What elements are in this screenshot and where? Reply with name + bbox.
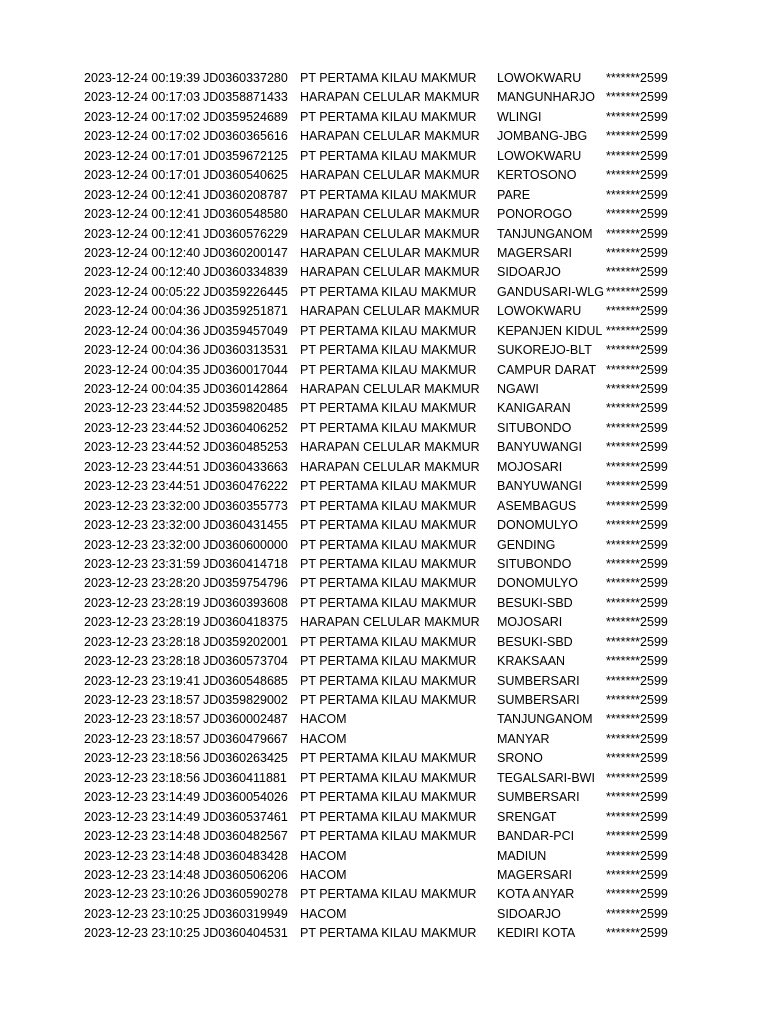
masked-number-cell: *******2599 — [606, 615, 668, 630]
transaction-id-cell: JD0359829002 — [203, 693, 288, 707]
datetime-cell: 2023-12-23 23:10:25 — [84, 926, 201, 941]
masked-number-cell: *******2599 — [606, 556, 668, 571]
company-cell: PT PERTAMA KILAU MAKMUR — [300, 595, 477, 610]
location-cell: LOWOKWARU — [497, 148, 582, 163]
masked-number-cell: *******2599 — [606, 401, 668, 416]
company-cell: PT PERTAMA KILAU MAKMUR — [300, 926, 477, 941]
datetime-cell: 2023-12-24 00:12:40 — [84, 245, 201, 260]
masked-number-cell: *******2599 — [606, 673, 668, 688]
datetime-cell: 2023-12-23 23:44:52 — [84, 440, 201, 455]
datetime-cell: 2023-12-23 23:18:56 — [84, 751, 201, 766]
company-cell: HARAPAN CELULAR MAKMUR — [300, 440, 480, 455]
company-cell: PT PERTAMA KILAU MAKMUR — [300, 401, 477, 416]
masked-number-cell: *******2599 — [606, 382, 668, 396]
masked-number-cell: *******2599 — [606, 187, 668, 202]
datetime-cell: 2023-12-23 23:44:52 — [84, 401, 201, 416]
masked-number-cell: *******2599 — [606, 245, 668, 260]
table-row — [0, 536, 768, 555]
transaction-id-cell: JD0360411881 — [203, 770, 287, 785]
datetime-cell: 2023-12-24 00:17:03 — [84, 90, 201, 105]
table-row — [0, 633, 768, 652]
masked-number-cell: *******2599 — [606, 109, 668, 124]
masked-number-cell: *******2599 — [606, 498, 668, 513]
datetime-cell: 2023-12-23 23:32:00 — [84, 537, 201, 552]
table-row — [0, 458, 768, 477]
transaction-id-cell: JD0360485253 — [203, 440, 288, 455]
transaction-id-cell: JD0359226445 — [203, 284, 288, 299]
masked-number-cell: *******2599 — [606, 71, 668, 85]
datetime-cell: 2023-12-23 23:18:57 — [84, 712, 201, 727]
company-cell: HACOM — [300, 906, 347, 921]
datetime-cell: 2023-12-24 00:12:41 — [84, 187, 201, 202]
masked-number-cell: *******2599 — [606, 90, 668, 105]
location-cell: WLINGI — [497, 109, 542, 124]
transaction-id-cell: JD0360404531 — [203, 926, 288, 941]
location-cell: GANDUSARI-WLG — [497, 284, 604, 299]
masked-number-cell: *******2599 — [606, 304, 668, 319]
datetime-cell: 2023-12-23 23:28:18 — [84, 634, 201, 649]
company-cell: PT PERTAMA KILAU MAKMUR — [300, 148, 477, 163]
masked-number-cell: *******2599 — [606, 420, 668, 435]
masked-number-cell: *******2599 — [606, 595, 668, 610]
company-cell: PT PERTAMA KILAU MAKMUR — [300, 556, 477, 571]
datetime-cell: 2023-12-24 00:17:01 — [84, 148, 201, 163]
datetime-cell: 2023-12-23 23:28:19 — [84, 595, 201, 610]
masked-number-cell: *******2599 — [606, 479, 668, 494]
masked-number-cell: *******2599 — [606, 887, 668, 902]
company-cell: PT PERTAMA KILAU MAKMUR — [300, 751, 477, 766]
company-cell: PT PERTAMA KILAU MAKMUR — [300, 420, 477, 435]
company-cell: PT PERTAMA KILAU MAKMUR — [300, 654, 477, 669]
masked-number-cell: *******2599 — [606, 790, 668, 805]
location-cell: CAMPUR DARAT — [497, 362, 597, 377]
table-row — [0, 322, 768, 341]
company-cell: PT PERTAMA KILAU MAKMUR — [300, 284, 477, 299]
company-cell: HARAPAN CELULAR MAKMUR — [300, 245, 480, 260]
masked-number-cell: *******2599 — [606, 129, 668, 144]
datetime-cell: 2023-12-23 23:18:57 — [84, 731, 201, 746]
datetime-cell: 2023-12-23 23:10:25 — [84, 906, 201, 921]
location-cell: TANJUNGANOM — [497, 712, 593, 727]
datetime-cell: 2023-12-23 23:44:52 — [84, 420, 201, 435]
company-cell: HARAPAN CELULAR MAKMUR — [300, 226, 480, 241]
location-cell: TANJUNGANOM — [497, 226, 593, 241]
table-row — [0, 341, 768, 360]
datetime-cell: 2023-12-23 23:28:20 — [84, 576, 201, 591]
masked-number-cell: *******2599 — [606, 926, 668, 941]
location-cell: MANGUNHARJO — [497, 90, 595, 105]
company-cell: HACOM — [300, 848, 347, 863]
masked-number-cell: *******2599 — [606, 906, 668, 921]
masked-number-cell: *******2599 — [606, 576, 668, 591]
table-row — [0, 419, 768, 438]
location-cell: SITUBONDO — [497, 420, 572, 435]
location-cell: DONOMULYO — [497, 518, 579, 533]
table-row — [0, 127, 768, 146]
transaction-id-cell: JD0360365616 — [203, 129, 288, 144]
location-cell: NGAWI — [497, 382, 539, 396]
masked-number-cell: *******2599 — [606, 226, 668, 241]
location-cell: SRONO — [497, 751, 543, 766]
company-cell: PT PERTAMA KILAU MAKMUR — [300, 479, 477, 494]
transaction-id-cell: JD0360433663 — [203, 459, 288, 474]
location-cell: SRENGAT — [497, 809, 557, 824]
table-row — [0, 438, 768, 457]
masked-number-cell: *******2599 — [606, 362, 668, 377]
company-cell: HARAPAN CELULAR MAKMUR — [300, 459, 480, 474]
masked-number-cell: *******2599 — [606, 168, 668, 183]
company-cell: PT PERTAMA KILAU MAKMUR — [300, 362, 477, 377]
table-row — [0, 555, 768, 574]
datetime-cell: 2023-12-23 23:18:57 — [84, 693, 201, 707]
datetime-cell: 2023-12-24 00:19:39 — [84, 71, 201, 85]
datetime-cell: 2023-12-24 00:05:22 — [84, 284, 201, 299]
transaction-id-cell: JD0360313531 — [203, 343, 288, 358]
location-cell: MOJOSARI — [497, 615, 563, 630]
transaction-id-cell: JD0360479667 — [203, 731, 288, 746]
transaction-id-cell: JD0360002487 — [203, 712, 288, 727]
transaction-id-cell: JD0360418375 — [203, 615, 288, 630]
table-row — [0, 866, 768, 885]
transaction-id-cell: JD0360431455 — [203, 518, 288, 533]
location-cell: KRAKSAAN — [497, 654, 566, 669]
location-cell: GENDING — [497, 537, 556, 552]
table-row — [0, 749, 768, 768]
company-cell: PT PERTAMA KILAU MAKMUR — [300, 790, 477, 805]
transaction-id-cell: JD0360393608 — [203, 595, 288, 610]
company-cell: HARAPAN CELULAR MAKMUR — [300, 90, 480, 105]
datetime-cell: 2023-12-24 00:04:36 — [84, 304, 201, 319]
transaction-id-cell: JD0360142864 — [203, 382, 288, 396]
datetime-cell: 2023-12-23 23:31:59 — [84, 556, 201, 571]
table-row — [0, 263, 768, 282]
location-cell: BESUKI-SBD — [497, 634, 573, 649]
datetime-cell: 2023-12-23 23:28:18 — [84, 654, 201, 669]
table-row — [0, 88, 768, 107]
table-row — [0, 497, 768, 516]
location-cell: KERTOSONO — [497, 168, 577, 183]
transaction-id-cell: JD0358871433 — [203, 90, 288, 105]
masked-number-cell: *******2599 — [606, 809, 668, 824]
company-cell: PT PERTAMA KILAU MAKMUR — [300, 673, 477, 688]
location-cell: MADIUN — [497, 848, 547, 863]
company-cell: PT PERTAMA KILAU MAKMUR — [300, 693, 477, 707]
table-row — [0, 730, 768, 749]
masked-number-cell: *******2599 — [606, 265, 668, 280]
table-row — [0, 808, 768, 827]
masked-number-cell: *******2599 — [606, 207, 668, 222]
datetime-cell: 2023-12-23 23:14:49 — [84, 809, 201, 824]
datetime-cell: 2023-12-24 00:17:01 — [84, 168, 201, 183]
transaction-id-cell: JD0360506206 — [203, 867, 288, 882]
transaction-id-cell: JD0360337280 — [203, 71, 288, 85]
datetime-cell: 2023-12-24 00:04:35 — [84, 362, 201, 377]
location-cell: MANYAR — [497, 731, 550, 746]
table-row — [0, 652, 768, 671]
table-row — [0, 594, 768, 613]
table-row — [0, 847, 768, 866]
location-cell: SIDOARJO — [497, 906, 561, 921]
datetime-cell: 2023-12-23 23:28:19 — [84, 615, 201, 630]
company-cell: HACOM — [300, 712, 347, 727]
transaction-id-cell: JD0360414718 — [203, 556, 288, 571]
company-cell: PT PERTAMA KILAU MAKMUR — [300, 323, 477, 338]
transaction-id-cell: JD0359754796 — [203, 576, 288, 591]
datetime-cell: 2023-12-23 23:14:48 — [84, 867, 201, 882]
table-row — [0, 186, 768, 205]
datetime-cell: 2023-12-24 00:17:02 — [84, 109, 201, 124]
transaction-id-cell: JD0360482567 — [203, 829, 288, 844]
transaction-id-cell: JD0360590278 — [203, 887, 288, 902]
company-cell: PT PERTAMA KILAU MAKMUR — [300, 537, 477, 552]
company-cell: PT PERTAMA KILAU MAKMUR — [300, 887, 477, 902]
location-cell: MOJOSARI — [497, 459, 563, 474]
table-row — [0, 244, 768, 263]
location-cell: KEPANJEN KIDUL — [497, 323, 603, 338]
masked-number-cell: *******2599 — [606, 770, 668, 785]
location-cell: PARE — [497, 187, 531, 202]
location-cell: SUMBERSARI — [497, 673, 580, 688]
transaction-id-cell: JD0359524689 — [203, 109, 288, 124]
transaction-id-cell: JD0360263425 — [203, 751, 288, 766]
location-cell: ASEMBAGUS — [497, 498, 577, 513]
masked-number-cell: *******2599 — [606, 148, 668, 163]
transaction-id-cell: JD0360054026 — [203, 790, 288, 805]
transaction-id-cell: JD0360017044 — [203, 362, 288, 377]
transaction-id-cell: JD0359251871 — [203, 304, 288, 319]
company-cell: HARAPAN CELULAR MAKMUR — [300, 304, 480, 319]
table-row — [0, 691, 768, 710]
datetime-cell: 2023-12-23 23:44:51 — [84, 459, 201, 474]
transaction-id-cell: JD0359672125 — [203, 148, 288, 163]
datetime-cell: 2023-12-24 00:12:40 — [84, 265, 201, 280]
masked-number-cell: *******2599 — [606, 654, 668, 669]
masked-number-cell: *******2599 — [606, 343, 668, 358]
table-row — [0, 399, 768, 418]
location-cell: BANYUWANGI — [497, 479, 582, 494]
table-row — [0, 788, 768, 807]
transaction-id-cell: JD0360476222 — [203, 479, 288, 494]
company-cell: PT PERTAMA KILAU MAKMUR — [300, 770, 477, 785]
company-cell: HARAPAN CELULAR MAKMUR — [300, 382, 480, 396]
table-row — [0, 574, 768, 593]
location-cell: PONOROGO — [497, 207, 573, 222]
company-cell: PT PERTAMA KILAU MAKMUR — [300, 809, 477, 824]
location-cell: JOMBANG-JBG — [497, 129, 588, 144]
transaction-id-cell: JD0359202001 — [203, 634, 288, 649]
transaction-id-cell: JD0360200147 — [203, 245, 288, 260]
datetime-cell: 2023-12-24 00:04:36 — [84, 343, 201, 358]
table-row — [0, 672, 768, 691]
table-row — [0, 769, 768, 788]
company-cell: PT PERTAMA KILAU MAKMUR — [300, 71, 477, 85]
transaction-id-cell: JD0360540625 — [203, 168, 288, 183]
transaction-id-cell: JD0359820485 — [203, 401, 288, 416]
datetime-cell: 2023-12-23 23:10:26 — [84, 887, 201, 902]
transaction-id-cell: JD0360573704 — [203, 654, 288, 669]
location-cell: LOWOKWARU — [497, 71, 582, 85]
company-cell: HARAPAN CELULAR MAKMUR — [300, 615, 480, 630]
location-cell: MAGERSARI — [497, 245, 573, 260]
table-row — [0, 361, 768, 380]
location-cell: TEGALSARI-BWI — [497, 770, 595, 785]
table-row — [0, 885, 768, 904]
location-cell: KEDIRI KOTA — [497, 926, 576, 941]
table-row — [0, 905, 768, 924]
location-cell: KOTA ANYAR — [497, 887, 575, 902]
masked-number-cell: *******2599 — [606, 537, 668, 552]
company-cell: HARAPAN CELULAR MAKMUR — [300, 265, 480, 280]
company-cell: PT PERTAMA KILAU MAKMUR — [300, 343, 477, 358]
transaction-id-cell: JD0360537461 — [203, 809, 288, 824]
location-cell: LOWOKWARU — [497, 304, 582, 319]
masked-number-cell: *******2599 — [606, 712, 668, 727]
transaction-id-cell: JD0360319949 — [203, 906, 288, 921]
masked-number-cell: *******2599 — [606, 440, 668, 455]
datetime-cell: 2023-12-23 23:32:00 — [84, 518, 201, 533]
location-cell: SUMBERSARI — [497, 693, 580, 707]
table-row — [0, 302, 768, 321]
transaction-id-cell: JD0360355773 — [203, 498, 288, 513]
masked-number-cell: *******2599 — [606, 518, 668, 533]
transaction-id-cell: JD0360483428 — [203, 848, 288, 863]
table-row — [0, 69, 768, 88]
location-cell: KANIGARAN — [497, 401, 571, 416]
transaction-id-cell: JD0359457049 — [203, 323, 288, 338]
datetime-cell: 2023-12-23 23:14:49 — [84, 790, 201, 805]
datetime-cell: 2023-12-23 23:14:48 — [84, 829, 201, 844]
datetime-cell: 2023-12-24 00:17:02 — [84, 129, 201, 144]
masked-number-cell: *******2599 — [606, 634, 668, 649]
location-cell: SUKOREJO-BLT — [497, 343, 592, 358]
transaction-id-cell: JD0360600000 — [203, 537, 288, 552]
table-row — [0, 147, 768, 166]
company-cell: HARAPAN CELULAR MAKMUR — [300, 168, 480, 183]
datetime-cell: 2023-12-24 00:04:35 — [84, 382, 201, 396]
company-cell: PT PERTAMA KILAU MAKMUR — [300, 187, 477, 202]
location-cell: BANYUWANGI — [497, 440, 582, 455]
datetime-cell: 2023-12-24 00:12:41 — [84, 207, 201, 222]
table-row — [0, 166, 768, 185]
masked-number-cell: *******2599 — [606, 284, 668, 299]
table-row — [0, 924, 768, 943]
table-row — [0, 380, 768, 399]
datetime-cell: 2023-12-24 00:04:36 — [84, 323, 201, 338]
datetime-cell: 2023-12-23 23:14:48 — [84, 848, 201, 863]
masked-number-cell: *******2599 — [606, 731, 668, 746]
table-row — [0, 205, 768, 224]
company-cell: PT PERTAMA KILAU MAKMUR — [300, 109, 477, 124]
transaction-table — [0, 69, 768, 949]
company-cell: HARAPAN CELULAR MAKMUR — [300, 207, 480, 222]
transaction-id-cell: JD0360548580 — [203, 207, 288, 222]
masked-number-cell: *******2599 — [606, 829, 668, 844]
location-cell: SITUBONDO — [497, 556, 572, 571]
company-cell: HACOM — [300, 731, 347, 746]
transaction-id-cell: JD0360208787 — [203, 187, 288, 202]
datetime-cell: 2023-12-23 23:44:51 — [84, 479, 201, 494]
masked-number-cell: *******2599 — [606, 459, 668, 474]
table-row — [0, 477, 768, 496]
table-row — [0, 516, 768, 535]
masked-number-cell: *******2599 — [606, 693, 668, 707]
masked-number-cell: *******2599 — [606, 848, 668, 863]
masked-number-cell: *******2599 — [606, 751, 668, 766]
datetime-cell: 2023-12-23 23:18:56 — [84, 770, 201, 785]
datetime-cell: 2023-12-23 23:19:41 — [84, 673, 201, 688]
transaction-id-cell: JD0360334839 — [203, 265, 288, 280]
location-cell: SUMBERSARI — [497, 790, 580, 805]
company-cell: HARAPAN CELULAR MAKMUR — [300, 129, 480, 144]
table-row — [0, 283, 768, 302]
transaction-id-cell: JD0360548685 — [203, 673, 288, 688]
table-row — [0, 613, 768, 632]
company-cell: HACOM — [300, 867, 347, 882]
location-cell: DONOMULYO — [497, 576, 579, 591]
transaction-id-cell: JD0360576229 — [203, 226, 288, 241]
location-cell: BESUKI-SBD — [497, 595, 573, 610]
datetime-cell: 2023-12-23 23:32:00 — [84, 498, 201, 513]
masked-number-cell: *******2599 — [606, 323, 668, 338]
masked-number-cell: *******2599 — [606, 867, 668, 882]
table-row — [0, 225, 768, 244]
datetime-cell: 2023-12-24 00:12:41 — [84, 226, 201, 241]
company-cell: PT PERTAMA KILAU MAKMUR — [300, 518, 477, 533]
table-row — [0, 827, 768, 846]
table-row — [0, 710, 768, 729]
table-row — [0, 108, 768, 127]
company-cell: PT PERTAMA KILAU MAKMUR — [300, 634, 477, 649]
location-cell: SIDOARJO — [497, 265, 561, 280]
transaction-id-cell: JD0360406252 — [203, 420, 288, 435]
location-cell: BANDAR-PCI — [497, 829, 575, 844]
company-cell: PT PERTAMA KILAU MAKMUR — [300, 829, 477, 844]
company-cell: PT PERTAMA KILAU MAKMUR — [300, 576, 477, 591]
company-cell: PT PERTAMA KILAU MAKMUR — [300, 498, 477, 513]
location-cell: MAGERSARI — [497, 867, 573, 882]
